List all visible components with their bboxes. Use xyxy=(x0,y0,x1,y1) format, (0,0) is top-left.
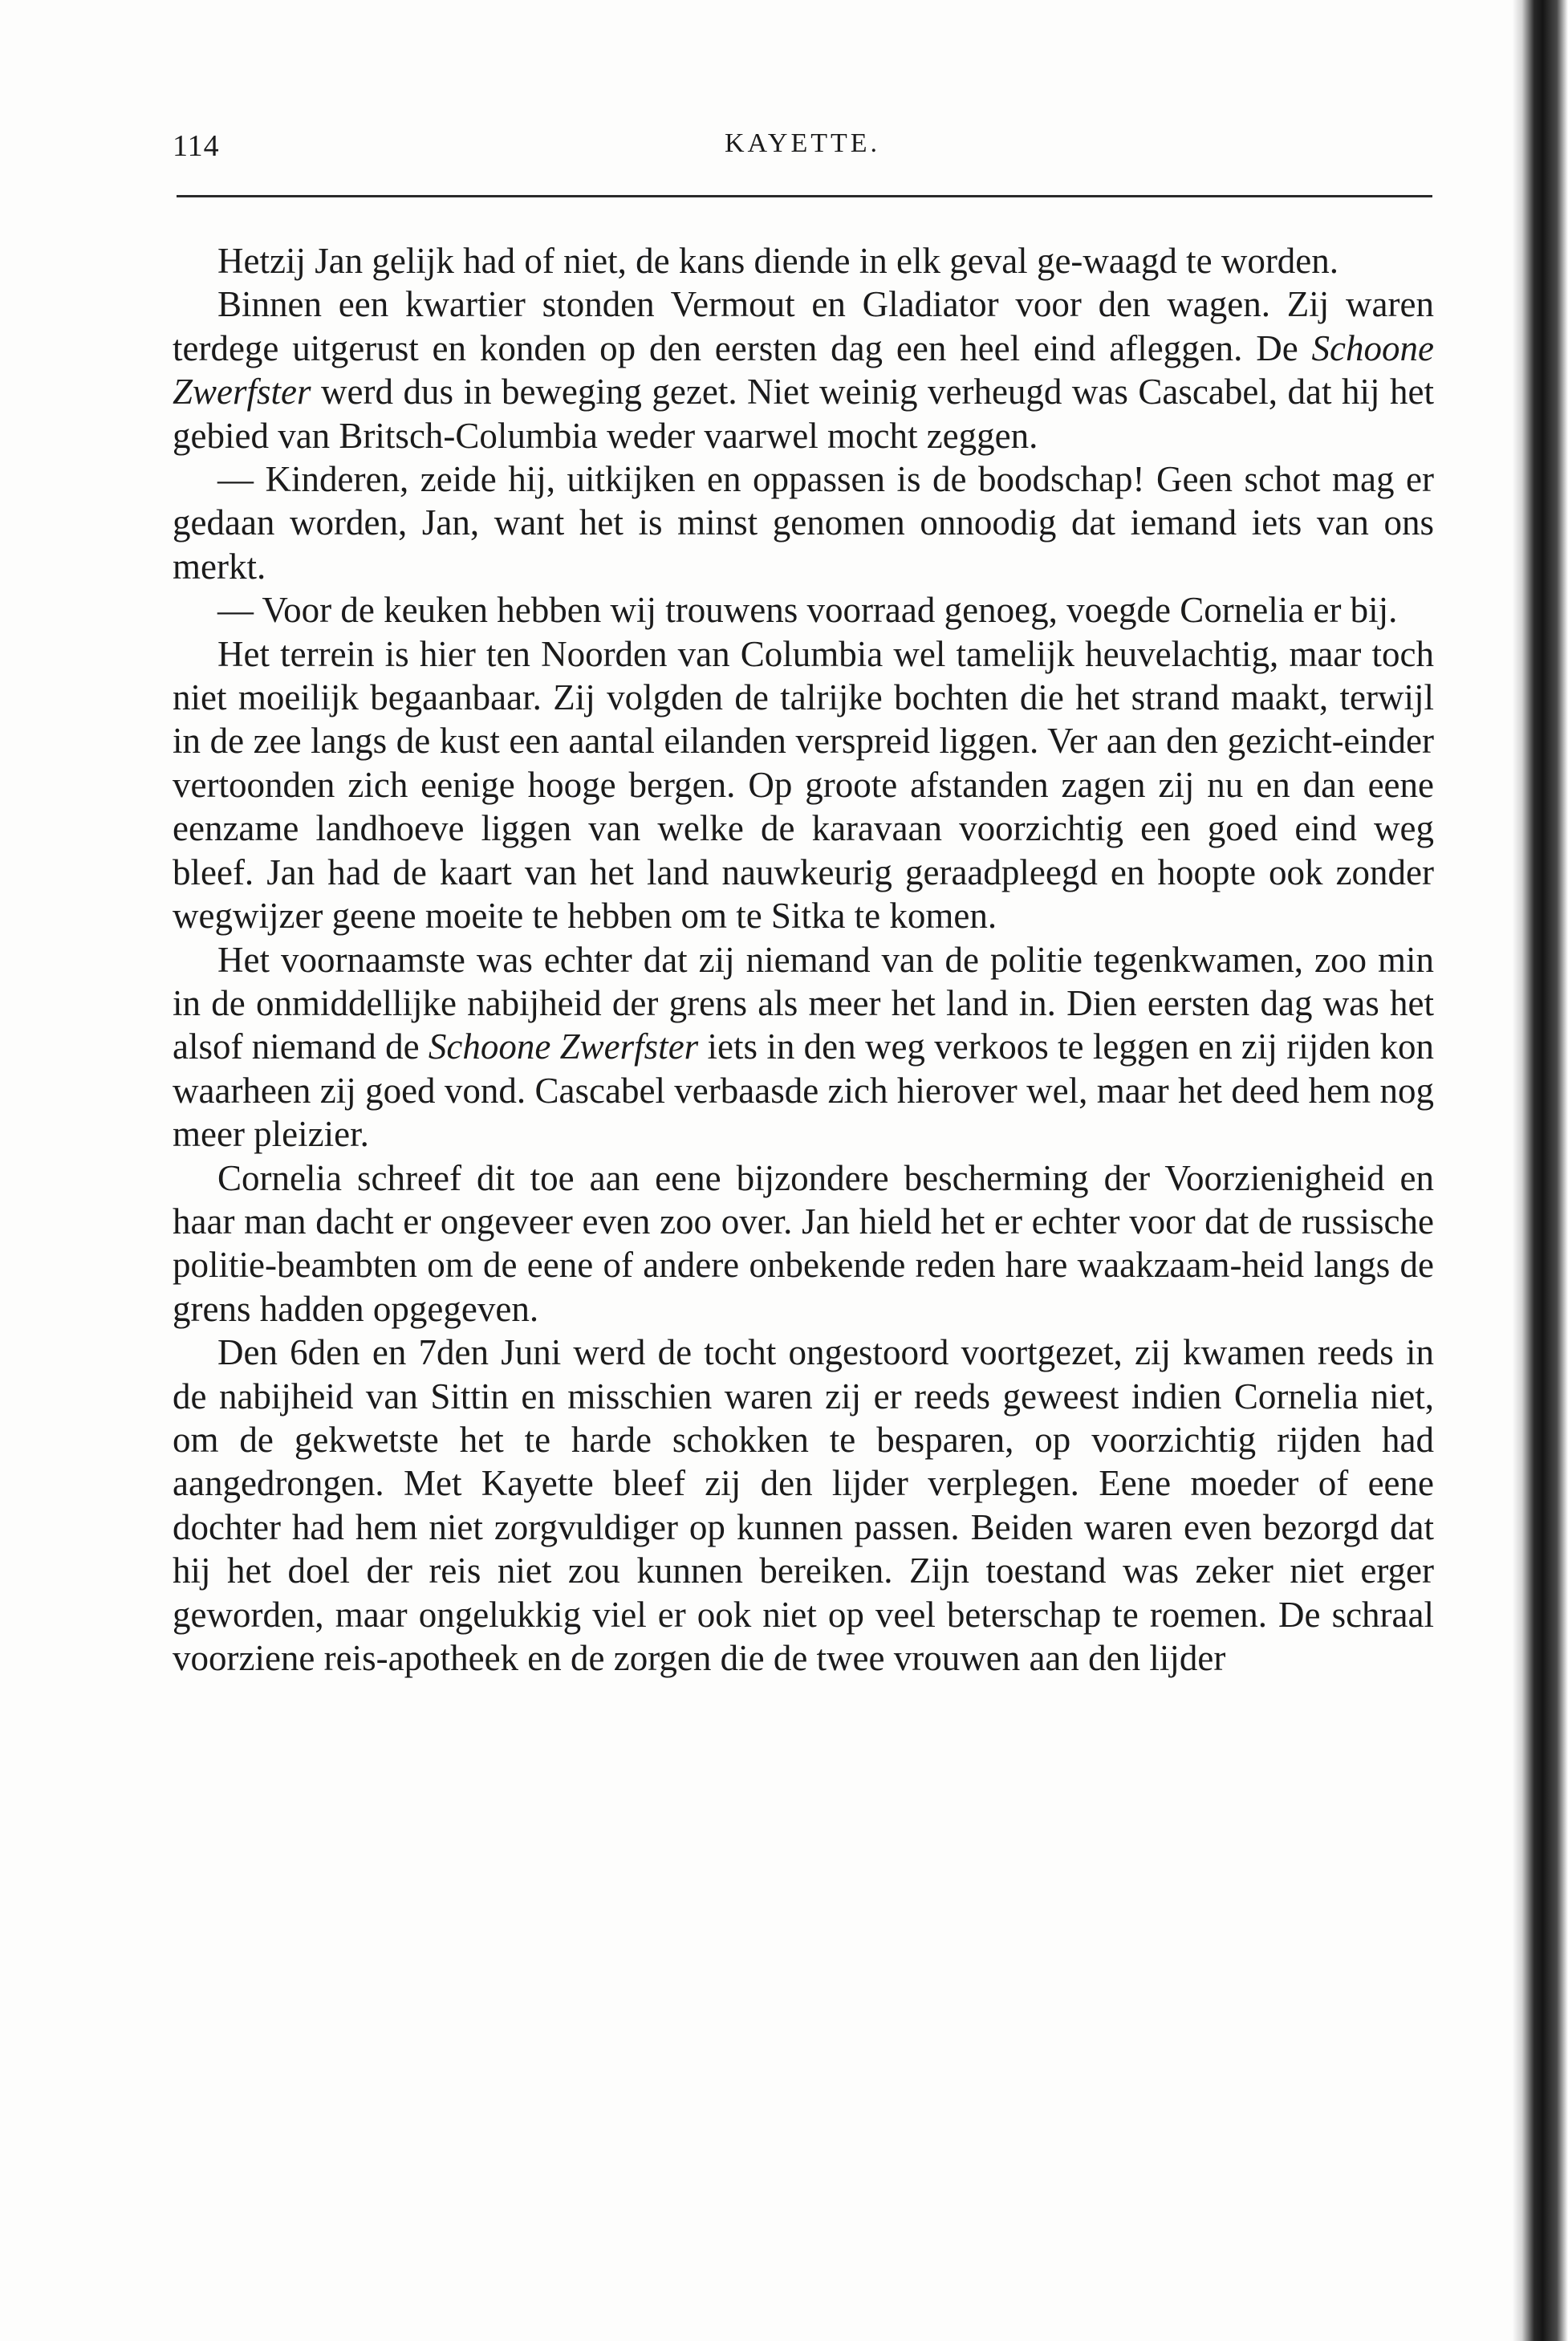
paragraph-7: Cornelia schreef dit toe aan eene bijzondere bescherming der Voorzienigheid en haar man dacht er ongeveer even zoo over. Jan hield het er echter voor dat de russische politie-beambten om de eene of andere onbekende reden hare waakzaam-heid langs de grens hadden opgegeven. xyxy=(173,1157,1434,1329)
running-head xyxy=(173,128,1432,177)
paragraph-6 xyxy=(173,938,1434,1156)
paragraph-4: — Voor de keuken hebben wij trouwens voorraad genoeg, voegde Cornelia er bij. xyxy=(217,590,1398,631)
book-spine-shadow xyxy=(1512,0,1568,2341)
paragraph-6-part-a: Het voornaamste was echter dat zij niemand van de politie tegenkwamen, zoo min in de onmiddellijke nabijheid der grens als meer het land in. Dien eersten dag was het alsof niemand de xyxy=(173,939,1434,1067)
paragraph-5: Het terrein is hier ten Noorden van Columbia wel tamelijk heuvelachtig, maar toch niet moeilijk begaanbaar. Zij volgden de talrijke bochten die het strand maakt, terwijl in de zee langs de kust een aantal eilanden verspreid liggen. Ver aan den gezicht-einder vertoonden zich eenige hooge bergen. Op groote afstanden zagen zij nu en dan eene eenzame landhoeve liggen van welke de karavaan voorzichtig een goed eind weg bleef. Jan had de kaart van het land nauwkeurig geraadpleegd en hoopte ook zonder wegwijzer geene moeite te hebben om te Sitka te komen. xyxy=(173,633,1434,937)
running-title: KAYETTE. xyxy=(724,128,881,158)
ship-name: Schoone Zwerfster xyxy=(428,1026,699,1067)
ship-name: Schoone Zwerfster xyxy=(173,327,1434,413)
paragraph-1: Hetzij Jan gelijk had of niet, de kans diende in elk geval ge-waagd te worden. xyxy=(217,241,1339,281)
paragraph-2-part-b: werd dus in beweging gezet. Niet weinig verheugd was Cascabel, dat hij het gebied van Britsch-Columbia weder vaarwel mocht zeggen. xyxy=(173,372,1434,456)
paragraph-2 xyxy=(173,282,1434,457)
paragraph-3: — Kinderen, zeide hij, uitkijken en oppassen is de boodschap! Geen schot mag er gedaan worden, Jan, want het is minst genomen onnoodig dat iemand iets van ons merkt. xyxy=(173,459,1434,587)
body-text xyxy=(173,239,1434,1680)
header-rule xyxy=(177,195,1432,197)
paragraph-8: Den 6den en 7den Juni werd de tocht ongestoord voortgezet, zij kwamen reeds in de nabijheid van Sittin en misschien waren zij er reeds geweest indien Cornelia niet, om de gekwetste het te harde schokken te besparen, op voorzichtig rijden had aangedrongen. Met Kayette bleef zij den lijder verplegen. Eene moeder of eene dochter had hem niet zorgvuldiger op kunnen passen. Beiden waren even bezorgd dat hij het doel der reis niet zou kunnen bereiken. Zijn toestand was zeker niet erger geworden, maar ongelukkig viel er ook niet op veel beterschap te roemen. De schraal voorziene reis-apotheek en de zorgen die de twee vrouwen aan den lijder xyxy=(173,1332,1434,1678)
paragraph-2-part-a: Binnen een kwartier stonden Vermout en Gladiator voor den wagen. Zij waren terdege uitgerust en konden op den eersten dag een heel eind afleggen. De xyxy=(173,284,1434,368)
paragraph-6-part-b: iets in den weg verkoos te leggen en zij rijden kon waarheen zij goed vond. Cascabel verbaasde zich hierover wel, maar het deed hem nog meer pleizier. xyxy=(173,1026,1434,1155)
page-number: 114 xyxy=(173,129,220,163)
